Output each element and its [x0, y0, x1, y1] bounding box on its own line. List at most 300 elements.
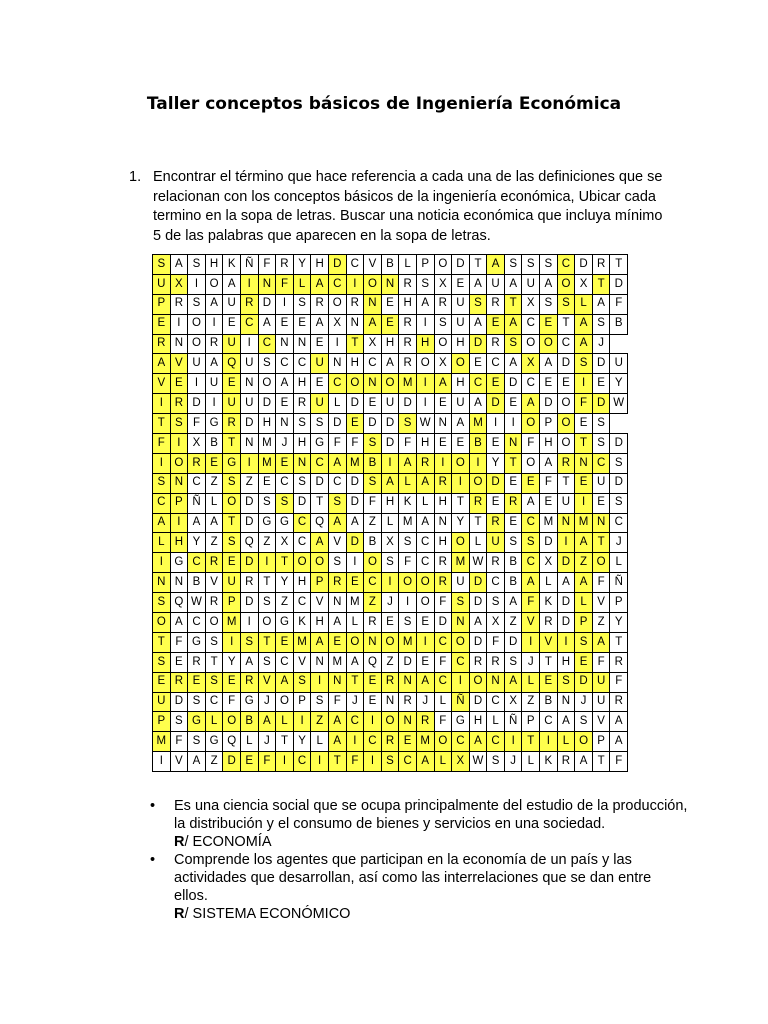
grid-cell: C — [276, 473, 294, 493]
grid-cell: Z — [205, 473, 223, 493]
grid-cell: C — [188, 613, 206, 633]
grid-cell: E — [434, 394, 452, 414]
grid-cell: V — [592, 593, 610, 613]
grid-cell: C — [293, 354, 311, 374]
grid-cell: F — [522, 434, 540, 454]
grid-cell: R — [399, 692, 417, 712]
grid-cell: A — [557, 573, 575, 593]
grid-cell: C — [540, 712, 558, 732]
grid-cell: D — [487, 473, 505, 493]
grid-cell: E — [469, 354, 487, 374]
grid-cell: U — [311, 354, 329, 374]
grid-cell: O — [557, 274, 575, 294]
grid-cell: P — [223, 593, 241, 613]
grid-cell: B — [364, 533, 382, 553]
grid-cell: L — [328, 394, 346, 414]
grid-row — [153, 294, 628, 314]
grid-cell: S — [504, 255, 522, 275]
grid-cell: Ñ — [610, 573, 628, 593]
grid-cell: Y — [293, 255, 311, 275]
grid-cell: T — [610, 632, 628, 652]
grid-cell: D — [469, 334, 487, 354]
grid-cell: F — [276, 274, 294, 294]
grid-cell: S — [223, 533, 241, 553]
grid-cell: O — [364, 274, 382, 294]
grid-cell: U — [452, 294, 470, 314]
grid-cell: U — [223, 334, 241, 354]
grid-cell: N — [170, 573, 188, 593]
grid-cell: C — [487, 573, 505, 593]
grid-cell: Z — [381, 652, 399, 672]
grid-cell: D — [364, 414, 382, 434]
grid-cell: I — [416, 314, 434, 334]
bullet-icon: • — [150, 852, 156, 868]
grid-cell: E — [170, 652, 188, 672]
grid-cell: D — [240, 513, 258, 533]
grid-cell: A — [469, 394, 487, 414]
grid-cell: E — [346, 414, 364, 434]
grid-row — [153, 593, 628, 613]
grid-cell: A — [153, 354, 171, 374]
grid-cell: O — [452, 354, 470, 374]
grid-cell: S — [504, 533, 522, 553]
grid-cell: O — [434, 334, 452, 354]
grid-cell: H — [293, 434, 311, 454]
grid-cell: U — [487, 533, 505, 553]
grid-cell: R — [188, 453, 206, 473]
grid-cell: N — [399, 672, 417, 692]
grid-cell: A — [416, 752, 434, 772]
grid-cell: N — [328, 672, 346, 692]
grid-cell: F — [434, 593, 452, 613]
grid-cell: J — [610, 533, 628, 553]
grid-cell: D — [592, 394, 610, 414]
grid-cell: A — [575, 334, 593, 354]
grid-cell: I — [223, 632, 241, 652]
grid-cell: T — [276, 553, 294, 573]
grid-cell: G — [188, 712, 206, 732]
grid-cell: A — [522, 394, 540, 414]
grid-cell: A — [258, 712, 276, 732]
grid-cell: O — [223, 493, 241, 513]
grid-cell: E — [276, 632, 294, 652]
grid-cell: U — [223, 573, 241, 593]
grid-cell: I — [153, 394, 171, 414]
grid-cell: X — [452, 752, 470, 772]
grid-cell: E — [557, 374, 575, 394]
grid-cell: N — [364, 632, 382, 652]
grid-cell: I — [240, 334, 258, 354]
grid-cell: E — [540, 493, 558, 513]
grid-cell: Z — [522, 692, 540, 712]
grid-cell: A — [328, 453, 346, 473]
grid-cell: D — [258, 394, 276, 414]
grid-cell: D — [557, 553, 575, 573]
grid-cell: L — [153, 533, 171, 553]
grid-cell: D — [240, 553, 258, 573]
grid-cell: R — [346, 294, 364, 314]
grid-cell: D — [381, 414, 399, 434]
grid-cell: I — [416, 374, 434, 394]
grid-cell: S — [540, 255, 558, 275]
grid-cell: N — [452, 613, 470, 633]
grid-cell: K — [540, 593, 558, 613]
grid-cell: M — [328, 652, 346, 672]
grid-cell: S — [364, 473, 382, 493]
grid-cell: L — [205, 493, 223, 513]
grid-cell: A — [416, 294, 434, 314]
grid-cell: R — [610, 652, 628, 672]
grid-cell: V — [592, 712, 610, 732]
answer-prefix: R — [174, 834, 185, 850]
grid-cell: D — [504, 632, 522, 652]
grid-cell: O — [434, 732, 452, 752]
grid-cell: J — [346, 692, 364, 712]
grid-cell: U — [223, 394, 241, 414]
grid-cell: Z — [258, 533, 276, 553]
grid-cell: D — [540, 394, 558, 414]
grid-cell: L — [575, 294, 593, 314]
grid-cell: L — [540, 573, 558, 593]
grid-cell: X — [522, 294, 540, 314]
grid-cell: F — [223, 692, 241, 712]
grid-cell: L — [346, 613, 364, 633]
grid-cell: O — [223, 712, 241, 732]
grid-cell: C — [293, 752, 311, 772]
grid-cell: A — [504, 672, 522, 692]
grid-cell: A — [575, 573, 593, 593]
grid-cell: Y — [293, 732, 311, 752]
grid-cell: R — [170, 294, 188, 314]
grid-cell: F — [575, 394, 593, 414]
grid-cell: N — [592, 513, 610, 533]
grid-cell: O — [522, 453, 540, 473]
grid-cell: C — [487, 692, 505, 712]
grid-cell: J — [592, 334, 610, 354]
grid-cell: R — [399, 314, 417, 334]
grid-cell: U — [610, 354, 628, 374]
grid-cell: X — [434, 354, 452, 374]
grid-cell: E — [487, 434, 505, 454]
grid-cell: A — [311, 314, 329, 334]
grid-cell: C — [399, 752, 417, 772]
grid-cell: Y — [223, 652, 241, 672]
grid-cell: R — [381, 732, 399, 752]
grid-cell: M — [399, 632, 417, 652]
grid-cell: P — [153, 294, 171, 314]
grid-cell: A — [328, 513, 346, 533]
grid-cell: B — [240, 712, 258, 732]
grid-cell: I — [240, 274, 258, 294]
grid-cell: S — [416, 274, 434, 294]
grid-cell: Z — [311, 712, 329, 732]
grid-row — [153, 752, 628, 772]
grid-cell: N — [258, 274, 276, 294]
grid-cell: I — [276, 752, 294, 772]
grid-cell: H — [293, 573, 311, 593]
grid-cell: E — [522, 473, 540, 493]
grid-cell: S — [522, 255, 540, 275]
grid-cell: O — [258, 374, 276, 394]
grid-cell: S — [610, 493, 628, 513]
grid-cell: I — [311, 752, 329, 772]
grid-cell: E — [399, 732, 417, 752]
grid-cell: G — [276, 613, 294, 633]
grid-cell: F — [610, 294, 628, 314]
grid-cell: S — [311, 414, 329, 434]
grid-cell: S — [328, 493, 346, 513]
grid-cell: S — [223, 473, 241, 493]
grid-cell: A — [311, 274, 329, 294]
grid-cell: E — [504, 394, 522, 414]
grid-cell: C — [557, 255, 575, 275]
grid-cell: M — [416, 732, 434, 752]
grid-cell: D — [346, 533, 364, 553]
grid-cell: G — [258, 513, 276, 533]
grid-cell: O — [328, 294, 346, 314]
grid-cell: D — [469, 573, 487, 593]
grid-cell: I — [434, 453, 452, 473]
grid-cell: C — [153, 493, 171, 513]
grid-cell: C — [240, 314, 258, 334]
grid-cell: A — [240, 652, 258, 672]
grid-cell: I — [575, 374, 593, 394]
grid-cell: F — [153, 434, 171, 454]
grid-cell: T — [469, 255, 487, 275]
grid-cell: P — [540, 414, 558, 434]
grid-cell: Ñ — [188, 493, 206, 513]
grid-cell: V — [293, 652, 311, 672]
grid-cell: F — [610, 752, 628, 772]
grid-cell: N — [170, 473, 188, 493]
grid-cell: C — [328, 274, 346, 294]
grid-cell: O — [522, 334, 540, 354]
grid-cell: C — [293, 593, 311, 613]
grid-cell: V — [522, 613, 540, 633]
grid-cell: M — [293, 632, 311, 652]
grid-cell: D — [381, 434, 399, 454]
grid-cell: H — [311, 613, 329, 633]
grid-cell: Y — [452, 513, 470, 533]
grid-cell: P — [170, 493, 188, 513]
grid-cell: A — [469, 314, 487, 334]
grid-cell: G — [205, 732, 223, 752]
grid-cell: S — [293, 473, 311, 493]
grid-cell: V — [328, 533, 346, 553]
grid-cell: H — [258, 414, 276, 434]
grid-cell: R — [557, 453, 575, 473]
grid-cell: H — [381, 493, 399, 513]
grid-cell: H — [381, 334, 399, 354]
grid-cell: Y — [188, 533, 206, 553]
grid-cell: N — [434, 414, 452, 434]
grid-cell: A — [557, 712, 575, 732]
grid-cell: E — [381, 294, 399, 314]
grid-cell: F — [258, 255, 276, 275]
grid-cell: Q — [311, 513, 329, 533]
grid-cell: F — [487, 632, 505, 652]
grid-cell: I — [399, 593, 417, 613]
grid-cell: H — [399, 294, 417, 314]
bullet-icon: • — [150, 798, 156, 814]
grid-cell: E — [223, 314, 241, 334]
grid-row — [153, 672, 628, 692]
grid-cell: F — [592, 573, 610, 593]
grid-cell: H — [452, 334, 470, 354]
grid-cell: A — [522, 573, 540, 593]
grid-cell: T — [469, 513, 487, 533]
grid-cell: D — [170, 692, 188, 712]
grid-cell: V — [170, 752, 188, 772]
grid-cell: O — [258, 613, 276, 633]
grid-cell: E — [452, 274, 470, 294]
grid-cell: C — [364, 732, 382, 752]
grid-cell: O — [557, 434, 575, 454]
grid-cell: I — [170, 434, 188, 454]
grid-cell: I — [153, 553, 171, 573]
grid-cell: I — [557, 533, 575, 553]
answer-text: / ECONOMÍA — [184, 834, 272, 850]
grid-cell: W — [469, 553, 487, 573]
grid-cell: F — [399, 434, 417, 454]
grid-cell: F — [346, 752, 364, 772]
grid-cell: E — [223, 553, 241, 573]
grid-cell: Ñ — [504, 712, 522, 732]
grid-cell: N — [293, 334, 311, 354]
grid-cell: U — [592, 692, 610, 712]
grid-cell: C — [276, 354, 294, 374]
grid-cell: M — [153, 732, 171, 752]
page-title: Taller conceptos básicos de Ingeniería Económica — [146, 94, 622, 114]
grid-cell: P — [610, 593, 628, 613]
definition-item — [148, 851, 688, 923]
grid-cell: E — [592, 493, 610, 513]
grid-cell: L — [399, 473, 417, 493]
grid-cell: E — [276, 314, 294, 334]
grid-cell: T — [522, 732, 540, 752]
grid-cell: O — [205, 274, 223, 294]
grid-cell: L — [434, 692, 452, 712]
grid-cell: S — [153, 652, 171, 672]
grid-cell: C — [346, 712, 364, 732]
grid-cell: A — [540, 274, 558, 294]
grid-cell: D — [258, 294, 276, 314]
grid-cell: T — [575, 434, 593, 454]
grid-cell: O — [381, 374, 399, 394]
grid-cell: M — [258, 434, 276, 454]
grid-cell: X — [381, 533, 399, 553]
grid-cell: I — [557, 632, 575, 652]
grid-cell: D — [223, 752, 241, 772]
grid-cell: C — [364, 573, 382, 593]
grid-cell: T — [223, 513, 241, 533]
grid-cell: G — [170, 553, 188, 573]
grid-cell: E — [540, 314, 558, 334]
grid-cell: H — [416, 334, 434, 354]
grid-cell: I — [364, 752, 382, 772]
question-text: Encontrar el término que hace referencia a cada una de las definiciones que se relacionan con los conceptos básicos de la ingeniería económica, Ubicar cada termino en la sopa de letras. Buscar una noticia económica que incluya mínimo 5 de las palabras que aparecen en la sopa de letras. — [153, 169, 663, 244]
grid-cell: R — [399, 274, 417, 294]
grid-cell: G — [276, 513, 294, 533]
grid-cell: R — [153, 334, 171, 354]
grid-cell: S — [240, 632, 258, 652]
grid-cell: T — [452, 493, 470, 513]
grid-cell: L — [293, 274, 311, 294]
grid-cell: R — [205, 593, 223, 613]
grid-cell: R — [311, 294, 329, 314]
grid-cell: A — [170, 613, 188, 633]
grid-cell: F — [540, 473, 558, 493]
grid-row — [153, 513, 628, 533]
grid-cell: D — [240, 414, 258, 434]
grid-cell: T — [592, 274, 610, 294]
grid-cell: S — [258, 354, 276, 374]
grid-cell: A — [452, 414, 470, 434]
grid-cell: I — [240, 453, 258, 473]
grid-cell: R — [399, 334, 417, 354]
grid-cell: R — [240, 672, 258, 692]
grid-cell: J — [575, 692, 593, 712]
grid-cell: A — [540, 453, 558, 473]
grid-cell: S — [293, 414, 311, 434]
grid-cell: M — [399, 374, 417, 394]
grid-cell: A — [540, 354, 558, 374]
grid-cell: M — [346, 593, 364, 613]
grid-cell: H — [540, 434, 558, 454]
grid-cell: D — [188, 394, 206, 414]
grid-row — [153, 314, 628, 334]
grid-cell: I — [346, 553, 364, 573]
grid-cell: N — [153, 573, 171, 593]
grid-cell: O — [416, 593, 434, 613]
grid-cell: A — [416, 513, 434, 533]
grid-cell: C — [610, 513, 628, 533]
grid-cell: C — [276, 652, 294, 672]
grid-cell: N — [504, 434, 522, 454]
grid-cell: S — [469, 294, 487, 314]
grid-cell: N — [364, 374, 382, 394]
grid-cell: N — [399, 712, 417, 732]
grid-cell: A — [592, 294, 610, 314]
grid-cell: A — [258, 314, 276, 334]
grid-cell: C — [522, 374, 540, 394]
grid-cell: G — [223, 453, 241, 473]
grid-cell: O — [311, 553, 329, 573]
grid-cell: N — [557, 513, 575, 533]
grid-cell: O — [170, 453, 188, 473]
grid-cell: B — [381, 255, 399, 275]
grid-cell: D — [540, 533, 558, 553]
grid-cell: B — [188, 573, 206, 593]
grid-cell: D — [557, 593, 575, 613]
grid-row — [153, 712, 628, 732]
grid-cell: S — [399, 533, 417, 553]
grid-cell: A — [205, 354, 223, 374]
grid-cell: T — [276, 732, 294, 752]
grid-cell: A — [311, 533, 329, 553]
grid-cell: D — [610, 473, 628, 493]
grid-cell: C — [293, 533, 311, 553]
grid-cell: A — [469, 732, 487, 752]
grid-cell: A — [504, 593, 522, 613]
grid-cell: C — [592, 453, 610, 473]
grid-cell: F — [328, 434, 346, 454]
grid-cell: N — [434, 513, 452, 533]
grid-cell: A — [469, 274, 487, 294]
grid-cell: B — [205, 434, 223, 454]
grid-cell: D — [557, 354, 575, 374]
grid-cell: F — [610, 672, 628, 692]
